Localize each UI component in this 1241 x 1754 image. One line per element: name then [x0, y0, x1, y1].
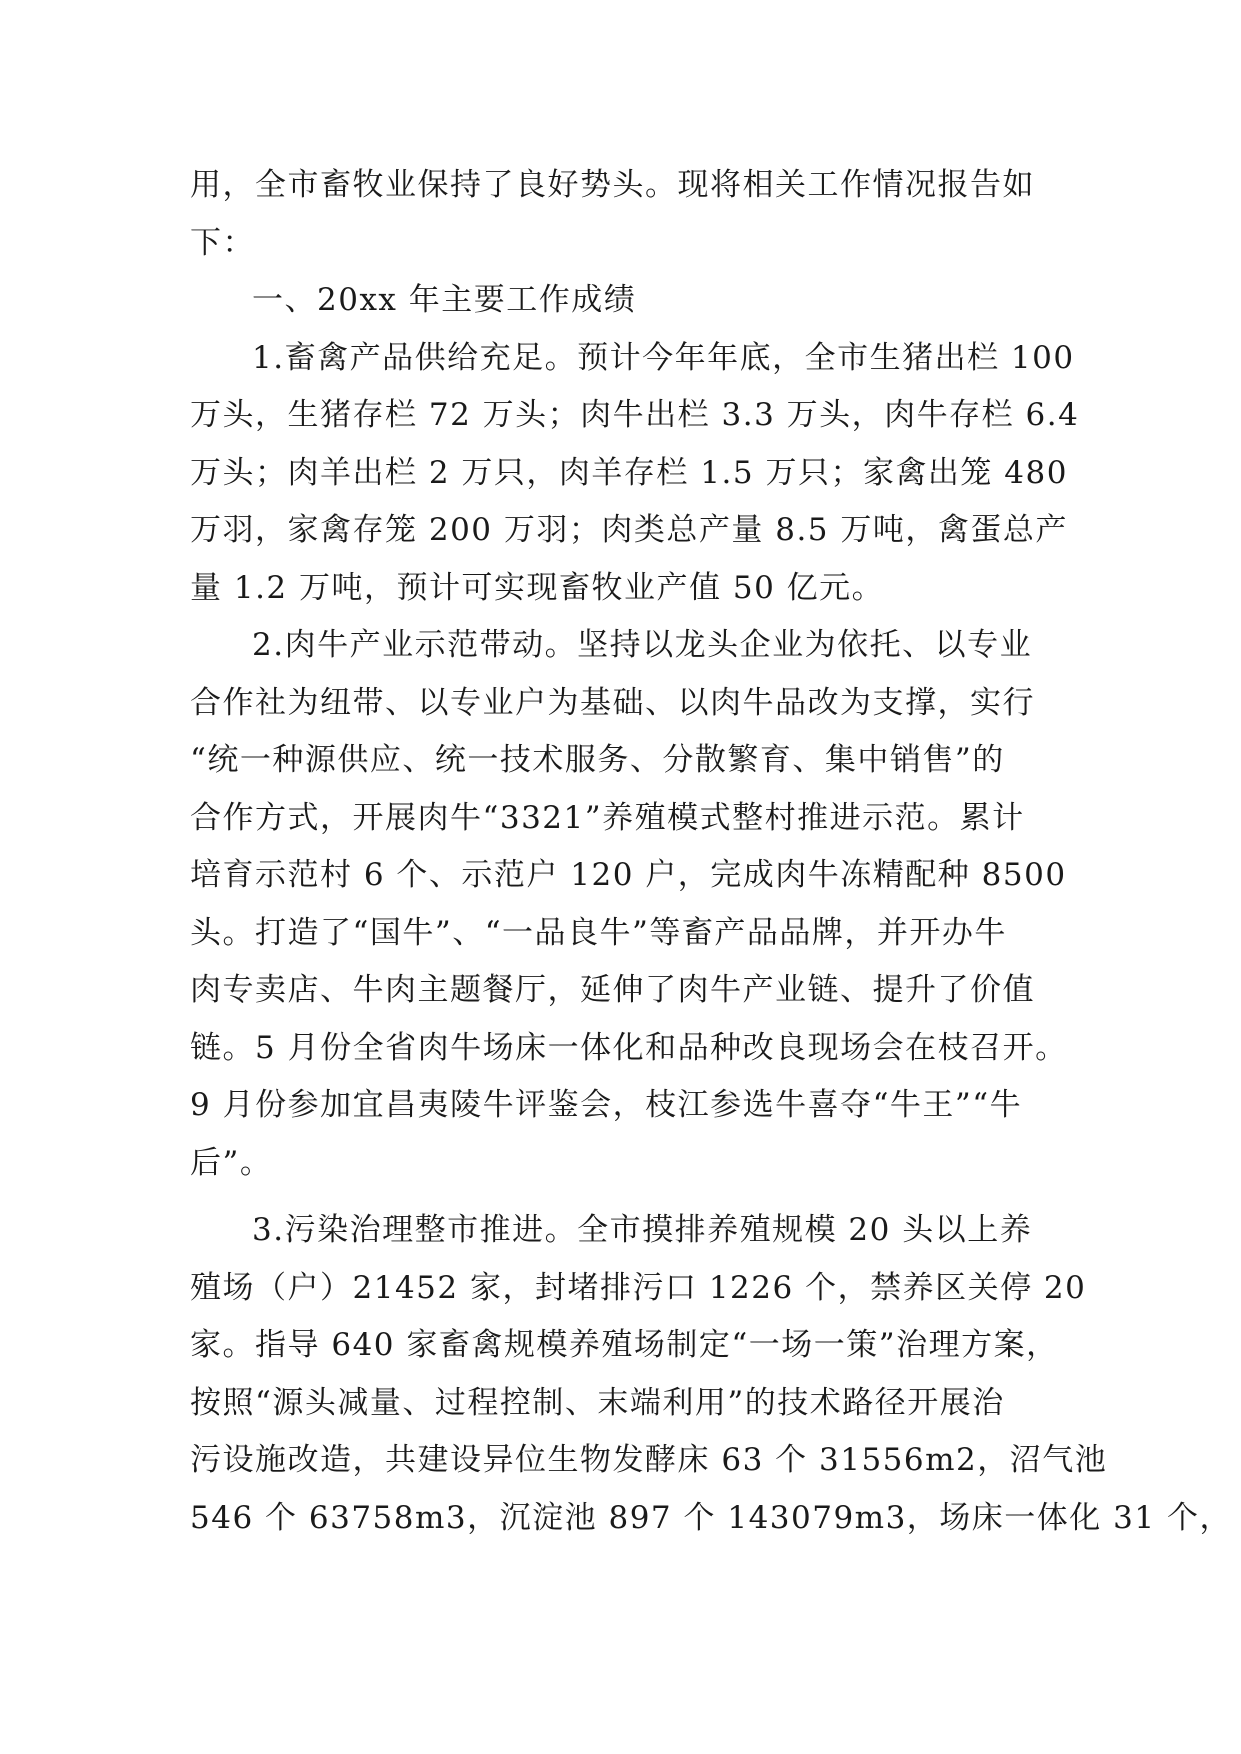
text-line: 万头，生猪存栏 72 万头；肉牛出栏 3.3 万头，肉牛存栏 6.4: [190, 397, 1080, 433]
document-body: [190, 157, 1232, 1547]
text-line: 量 1.2 万吨，预计可实现畜牧业产值 50 亿元。: [190, 569, 885, 606]
paragraph-start: 1.畜禽产品供给充足。预计今年年底，全市生猪出栏 100: [252, 339, 1075, 376]
text-line: 链。5 月份全省肉牛场床一体化和品种改良现场会在枝召开。: [190, 1029, 1068, 1066]
text-line: 头。打造了“国牛”、“一品良牛”等畜产品品牌，并开办牛: [190, 914, 1007, 951]
text-line: 培育示范村 6 个、示范户 120 户，完成肉牛冻精配种 8500: [190, 857, 1067, 893]
text-line: 殖场（户）21452 家，封堵排污口 1226 个，禁养区关停 20: [190, 1269, 1087, 1306]
text-line: 万头；肉羊出栏 2 万只，肉羊存栏 1.5 万只；家禽出笼 480: [190, 454, 1068, 491]
text-line: 污设施改造，共建设异位生物发酵床 63 个 31556m2，沼气池: [190, 1442, 1108, 1478]
text-line: 按照“源头减量、过程控制、末端利用”的技术路径开展治: [190, 1384, 1005, 1421]
section-heading: 一、20xx 年主要工作成绩: [252, 282, 637, 318]
text-line: 546 个 63758m3，沉淀池 897 个 143079m3，场床一体化 31 个，: [190, 1499, 1232, 1536]
paragraph-start: 3.污染治理整市推进。全市摸排养殖规模 20 头以上养: [252, 1212, 1033, 1248]
text-line: 万羽，家禽存笼 200 万羽；肉类总产量 8.5 万吨，禽蛋总产: [190, 512, 1068, 548]
text-line: 家。指导 640 家畜禽规模养殖场制定“一场一策”治理方案，: [190, 1327, 1059, 1363]
paragraph-gap: [190, 1192, 1070, 1202]
text-line: 后”。: [190, 1144, 273, 1181]
text-line: 用，全市畜牧业保持了良好势头。现将相关工作情况报告如: [190, 167, 1035, 203]
text-line: 9 月份参加宜昌夷陵牛评鉴会，枝江参选牛喜夺“牛王”“牛: [190, 1087, 1023, 1123]
text-line: 合作社为纽带、以专业户为基础、以肉牛品改为支撑，实行: [190, 684, 1035, 721]
text-line: 合作方式，开展肉牛“3321”养殖模式整村推进示范。累计: [190, 799, 1025, 836]
text-line: 肉专卖店、牛肉主题餐厅，延伸了肉牛产业链、提升了价值: [190, 972, 1035, 1008]
paragraph-start: 2.肉牛产业示范带动。坚持以龙头企业为依托、以专业: [252, 627, 1033, 663]
text-line: “统一种源供应、统一技术服务、分散繁育、集中销售”的: [190, 742, 1005, 778]
text-line: 下：: [190, 224, 255, 261]
